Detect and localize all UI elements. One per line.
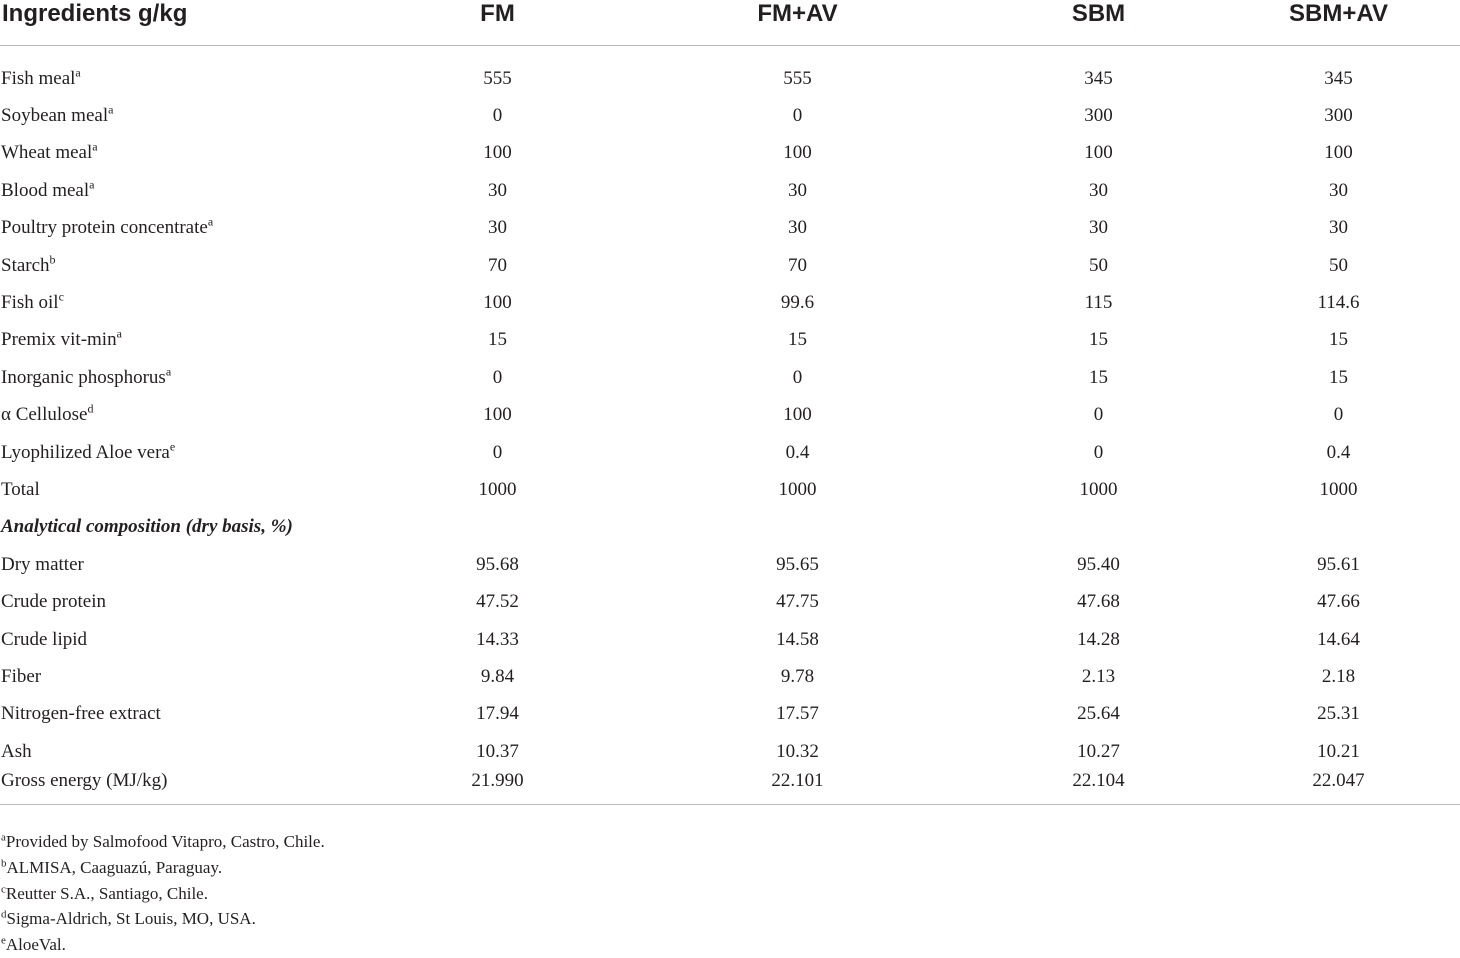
- table-cell: 14.28: [1077, 628, 1120, 650]
- table-cell: 14.33: [476, 628, 519, 650]
- table-row: [0, 546, 1460, 583]
- footnote-mark: b: [49, 252, 56, 267]
- ingredient-name: Fish meal: [1, 67, 76, 89]
- ingredient-name: Poultry protein concentrate: [1, 217, 208, 239]
- table-cell: 300: [1324, 105, 1353, 127]
- table-cell: 47.66: [1317, 591, 1360, 613]
- table-cell: 100: [483, 292, 512, 314]
- row-label: [0, 284, 380, 321]
- footnote-mark: a: [92, 140, 98, 155]
- footnote: [0, 855, 1460, 881]
- footnote-mark: a: [207, 214, 214, 229]
- footnote-mark: c: [58, 289, 64, 304]
- table-row: [0, 696, 1460, 733]
- table-cell: 30: [788, 217, 807, 239]
- footnote-mark: d: [87, 401, 94, 416]
- table-row: [0, 97, 1460, 134]
- table-row: [0, 359, 1460, 396]
- table-cell: 30: [488, 217, 507, 239]
- table-cell: 1000: [478, 478, 517, 500]
- table-cell: 95.65: [776, 553, 819, 575]
- table-row: [0, 172, 1460, 209]
- section-title: Analytical composition (dry basis, %): [1, 516, 293, 538]
- table-cell: 30: [488, 179, 507, 201]
- table-row: [0, 471, 1460, 508]
- table-row: [0, 284, 1460, 321]
- table-row: [0, 434, 1460, 471]
- ingredient-name: Soybean meal: [1, 105, 109, 127]
- ingredient-name: Lyophilized Aloe vera: [1, 441, 170, 463]
- table-cell: 15: [1089, 329, 1108, 351]
- table-body: [0, 46, 1460, 805]
- table-cell: 345: [1324, 67, 1353, 89]
- footnote-mark: a: [116, 327, 122, 342]
- table-cell: 100: [783, 142, 812, 164]
- table-cell: 9.84: [480, 665, 515, 687]
- table-row: [0, 322, 1460, 359]
- table-cell: 30: [1089, 179, 1108, 201]
- table-cell: 1000: [778, 478, 817, 500]
- ingredient-name: Total: [1, 478, 40, 500]
- footnote-mark: a: [165, 364, 172, 379]
- table-cell: 0: [792, 366, 803, 388]
- row-label: [0, 471, 380, 508]
- footnote-mark: e: [169, 439, 176, 454]
- table-row: [0, 583, 1460, 620]
- footnote-mark: c: [1, 882, 6, 895]
- row-label: [0, 247, 380, 284]
- table-cell: 100: [483, 142, 512, 164]
- table-cell: 100: [783, 404, 812, 426]
- table-cell: 1000: [1319, 478, 1358, 500]
- header-row: [0, 0, 1460, 46]
- table-cell: 2.18: [1321, 665, 1356, 687]
- row-label: [0, 210, 380, 247]
- footnote: [0, 829, 1460, 855]
- table-cell: 1000: [1079, 478, 1118, 500]
- ingredient-name: Blood meal: [1, 179, 90, 201]
- row-label: [0, 97, 380, 134]
- table-row: [0, 658, 1460, 695]
- footnote-mark: a: [108, 102, 114, 117]
- table-cell: 25.64: [1077, 703, 1120, 725]
- footnote-mark: a: [89, 177, 95, 192]
- table-cell: 0: [492, 441, 503, 463]
- table-cell: 95.68: [476, 553, 519, 575]
- table-row: [0, 397, 1460, 434]
- table-cell: 25.31: [1317, 703, 1360, 725]
- table-row: [0, 770, 1460, 805]
- table-cell: 47.68: [1077, 591, 1120, 613]
- section-row: [0, 509, 1460, 546]
- table-cell: 0.4: [1326, 441, 1351, 463]
- header-col-sbm: SBM: [980, 0, 1217, 46]
- table-cell: 15: [1329, 329, 1348, 351]
- table-cell: 30: [788, 179, 807, 201]
- table-cell: 22.104: [980, 770, 1217, 805]
- row-label: [0, 397, 380, 434]
- row-label: Ash: [1, 740, 32, 762]
- row-label: [0, 60, 380, 97]
- table-cell: 17.57: [776, 703, 819, 725]
- table-cell: 100: [1084, 142, 1113, 164]
- table-row: [0, 60, 1460, 97]
- table-cell: 47.52: [476, 591, 519, 613]
- row-label: [0, 135, 380, 172]
- footnote: [0, 906, 1460, 932]
- table-cell: 10.27: [1077, 740, 1120, 762]
- footnote-mark: e: [1, 934, 6, 947]
- table-cell: 0: [492, 105, 503, 127]
- footnote-text: Reutter S.A., Santiago, Chile.: [5, 883, 208, 903]
- table-cell: 22.047: [1217, 770, 1460, 805]
- table-row: [0, 621, 1460, 658]
- ingredient-name: Fish oil: [1, 292, 59, 314]
- table-cell: 15: [488, 329, 507, 351]
- row-label: [0, 359, 380, 396]
- table-cell: 14.64: [1317, 628, 1360, 650]
- header-col-fm-av: FM+AV: [615, 0, 980, 46]
- table-cell: 0: [1093, 441, 1104, 463]
- header-col-sbm-av: SBM+AV: [1217, 0, 1460, 46]
- table-cell: 0: [1333, 404, 1344, 426]
- table-cell: 10.32: [776, 740, 819, 762]
- table-cell: 30: [1329, 217, 1348, 239]
- table-cell: 0: [1093, 404, 1104, 426]
- footnote-text: ALMISA, Caaguazú, Paraguay.: [6, 857, 223, 877]
- table-cell: 100: [483, 404, 512, 426]
- table-cell: 114.6: [1317, 292, 1360, 314]
- table-cell: 21.990: [380, 770, 615, 805]
- table-cell: 50: [1329, 254, 1348, 276]
- row-label: Crude protein: [1, 591, 107, 613]
- row-label: [0, 434, 380, 471]
- table-row: [0, 210, 1460, 247]
- header-col-fm: FM: [380, 0, 615, 46]
- footnote-mark: a: [75, 65, 81, 80]
- ingredient-name: α Cellulose: [1, 404, 88, 426]
- table-row: [0, 247, 1460, 284]
- header-ingredients: Ingredients g/kg: [0, 0, 380, 46]
- table-cell: 555: [783, 67, 812, 89]
- table-cell: 15: [1089, 366, 1108, 388]
- footnotes: [0, 829, 1460, 958]
- table-cell: 70: [488, 254, 507, 276]
- footnote: [0, 932, 1460, 958]
- ingredient-name: Inorganic phosphorus: [1, 366, 166, 388]
- table-cell: 2.13: [1081, 665, 1116, 687]
- table-cell: 115: [1084, 292, 1113, 314]
- table-cell: 22.101: [615, 770, 980, 805]
- footnote-mark: a: [1, 831, 6, 844]
- row-label: Crude lipid: [1, 628, 88, 650]
- table-cell: 300: [1084, 105, 1113, 127]
- table-cell: 30: [1089, 217, 1108, 239]
- table-cell: 10.21: [1317, 740, 1360, 762]
- row-label: Gross energy (MJ/kg): [0, 770, 380, 805]
- table-cell: 9.78: [780, 665, 815, 687]
- row-label: Dry matter: [1, 553, 84, 575]
- table-cell: 15: [1329, 366, 1348, 388]
- table-cell: 345: [1084, 67, 1113, 89]
- row-label: [0, 322, 380, 359]
- table-cell: 30: [1329, 179, 1348, 201]
- table-cell: 555: [483, 67, 512, 89]
- table-cell: 10.37: [476, 740, 519, 762]
- ingredient-name: Starch: [1, 254, 50, 276]
- footnote-mark: d: [1, 908, 7, 921]
- footnote: [0, 881, 1460, 907]
- footnote-text: Sigma-Aldrich, St Louis, MO, USA.: [6, 909, 256, 929]
- table-cell: 17.94: [476, 703, 519, 725]
- table-cell: 0: [492, 366, 503, 388]
- row-label: Fiber: [1, 665, 42, 687]
- table-cell: 95.40: [1077, 553, 1120, 575]
- table-cell: 0: [792, 105, 803, 127]
- table-cell: 100: [1324, 142, 1353, 164]
- table-cell: 14.58: [776, 628, 819, 650]
- table-row: [0, 733, 1460, 770]
- row-label: [0, 172, 380, 209]
- ingredient-name: Wheat meal: [1, 142, 93, 164]
- table-cell: 70: [788, 254, 807, 276]
- table-cell: 15: [788, 329, 807, 351]
- footnote-text: AloeVal.: [5, 935, 66, 955]
- table-row: [0, 135, 1460, 172]
- header-spacer: [0, 46, 1460, 61]
- footnote-text: Provided by Salmofood Vitapro, Castro, Chile.: [5, 832, 325, 851]
- footnote-mark: b: [1, 857, 7, 870]
- table-cell: 0.4: [785, 441, 810, 463]
- table-cell: 50: [1089, 254, 1108, 276]
- row-label: Nitrogen-free extract: [1, 703, 161, 725]
- table-cell: 95.61: [1317, 553, 1360, 575]
- table-cell: 47.75: [776, 591, 819, 613]
- table-cell: 99.6: [780, 292, 815, 314]
- ingredient-name: Premix vit-min: [1, 329, 117, 351]
